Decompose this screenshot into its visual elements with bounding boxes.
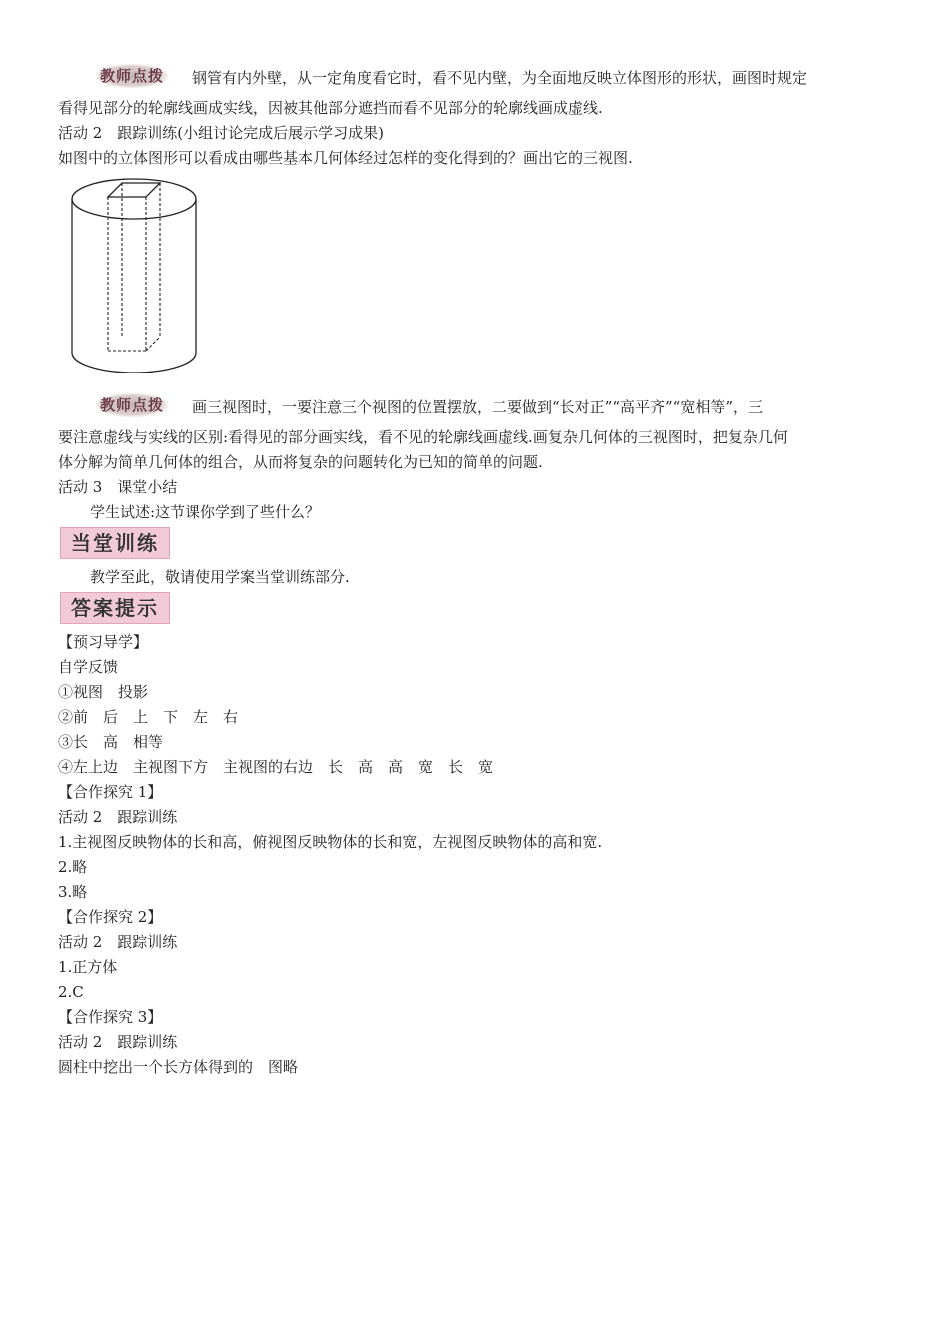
answer-line: 2.略: [58, 858, 88, 876]
activity-3-title: 活动 3 课堂小结: [58, 478, 178, 496]
answer-line: 2.C: [58, 983, 84, 1001]
teacher-tip-text-continued: 体分解为简单几何体的组合，从而将复杂的问题转化为已知的简单的问题.: [58, 453, 543, 471]
answer-line: 活动 2 跟踪训练: [58, 933, 178, 951]
answers-list: [58, 630, 894, 1080]
answer-line: 【合作探究 3】: [58, 1008, 163, 1026]
teacher-tip-badge: 教师点拨: [96, 393, 168, 417]
teacher-tip-text-continued: 要注意虚线与实线的区别:看得见的部分画实线，看不见的轮廓线画虚线.画复杂几何体的三视图时，把复杂几何: [58, 428, 788, 446]
answer-line: 自学反馈: [58, 658, 119, 676]
answer-line: ①视图 投影: [58, 683, 149, 701]
teacher-tip-text: 画三视图时，一要注意三个视图的位置摆放，二要做到“长对正”“高平齐”“宽相等”，三: [192, 398, 764, 416]
document-page: [58, 62, 894, 1080]
cylinder-with-cuboid-figure: [68, 177, 200, 373]
teacher-tip-text-continued: 看得见部分的轮廓线画成实线，因被其他部分遮挡而看不见部分的轮廓线画成虚线.: [58, 99, 603, 117]
cuboid-hidden-edge-5: [146, 337, 160, 351]
training-text: 教学至此，敬请使用学案当堂训练部分.: [90, 568, 350, 586]
question-text: 如图中的立体图形可以看成由哪些基本几何体经过怎样的变化得到的？画出它的三视图.: [58, 149, 633, 167]
cylinder-bottom-arc: [72, 353, 196, 373]
answer-line: 活动 2 跟踪训练: [58, 808, 178, 826]
answer-line: 3.略: [58, 883, 88, 901]
section-banner-answers: 答案提示: [60, 592, 170, 624]
activity-2-title: 活动 2 跟踪训练(小组讨论完成后展示学习成果): [58, 124, 385, 142]
section-banner-training: 当堂训练: [60, 527, 170, 559]
answer-line: 【预习导学】: [58, 633, 149, 651]
training-banner-row: [58, 525, 894, 565]
cylinder-top-ellipse: [72, 179, 196, 219]
answer-line: 活动 2 跟踪训练: [58, 1033, 178, 1051]
teacher-tip-text: 钢管有内外壁，从一定角度看它时，看不见内壁，为全面地反映立体图形的形状，画图时规定: [192, 69, 808, 87]
teacher-tip-1: [58, 62, 894, 96]
answer-line: 1.正方体: [58, 958, 118, 976]
answer-line: 1.主视图反映物体的长和高，俯视图反映物体的长和宽，左视图反映物体的高和宽.: [58, 833, 603, 851]
answer-line: 圆柱中挖出一个长方体得到的 图略: [58, 1058, 299, 1076]
cuboid-top-face: [108, 183, 160, 197]
answer-line: 【合作探究 2】: [58, 908, 163, 926]
answer-line: ④左上边 主视图下方 主视图的右边 长 高 高 宽 长 宽: [58, 758, 494, 776]
teacher-tip-2: [58, 391, 894, 425]
answers-banner-row: [58, 590, 894, 630]
answer-line: ②前 后 上 下 左 右: [58, 708, 239, 726]
answer-line: ③长 高 相等: [58, 733, 164, 751]
answer-line: 【合作探究 1】: [58, 783, 163, 801]
activity-3-text: 学生试述:这节课你学到了些什么？: [90, 503, 321, 521]
teacher-tip-badge: 教师点拨: [96, 64, 168, 88]
